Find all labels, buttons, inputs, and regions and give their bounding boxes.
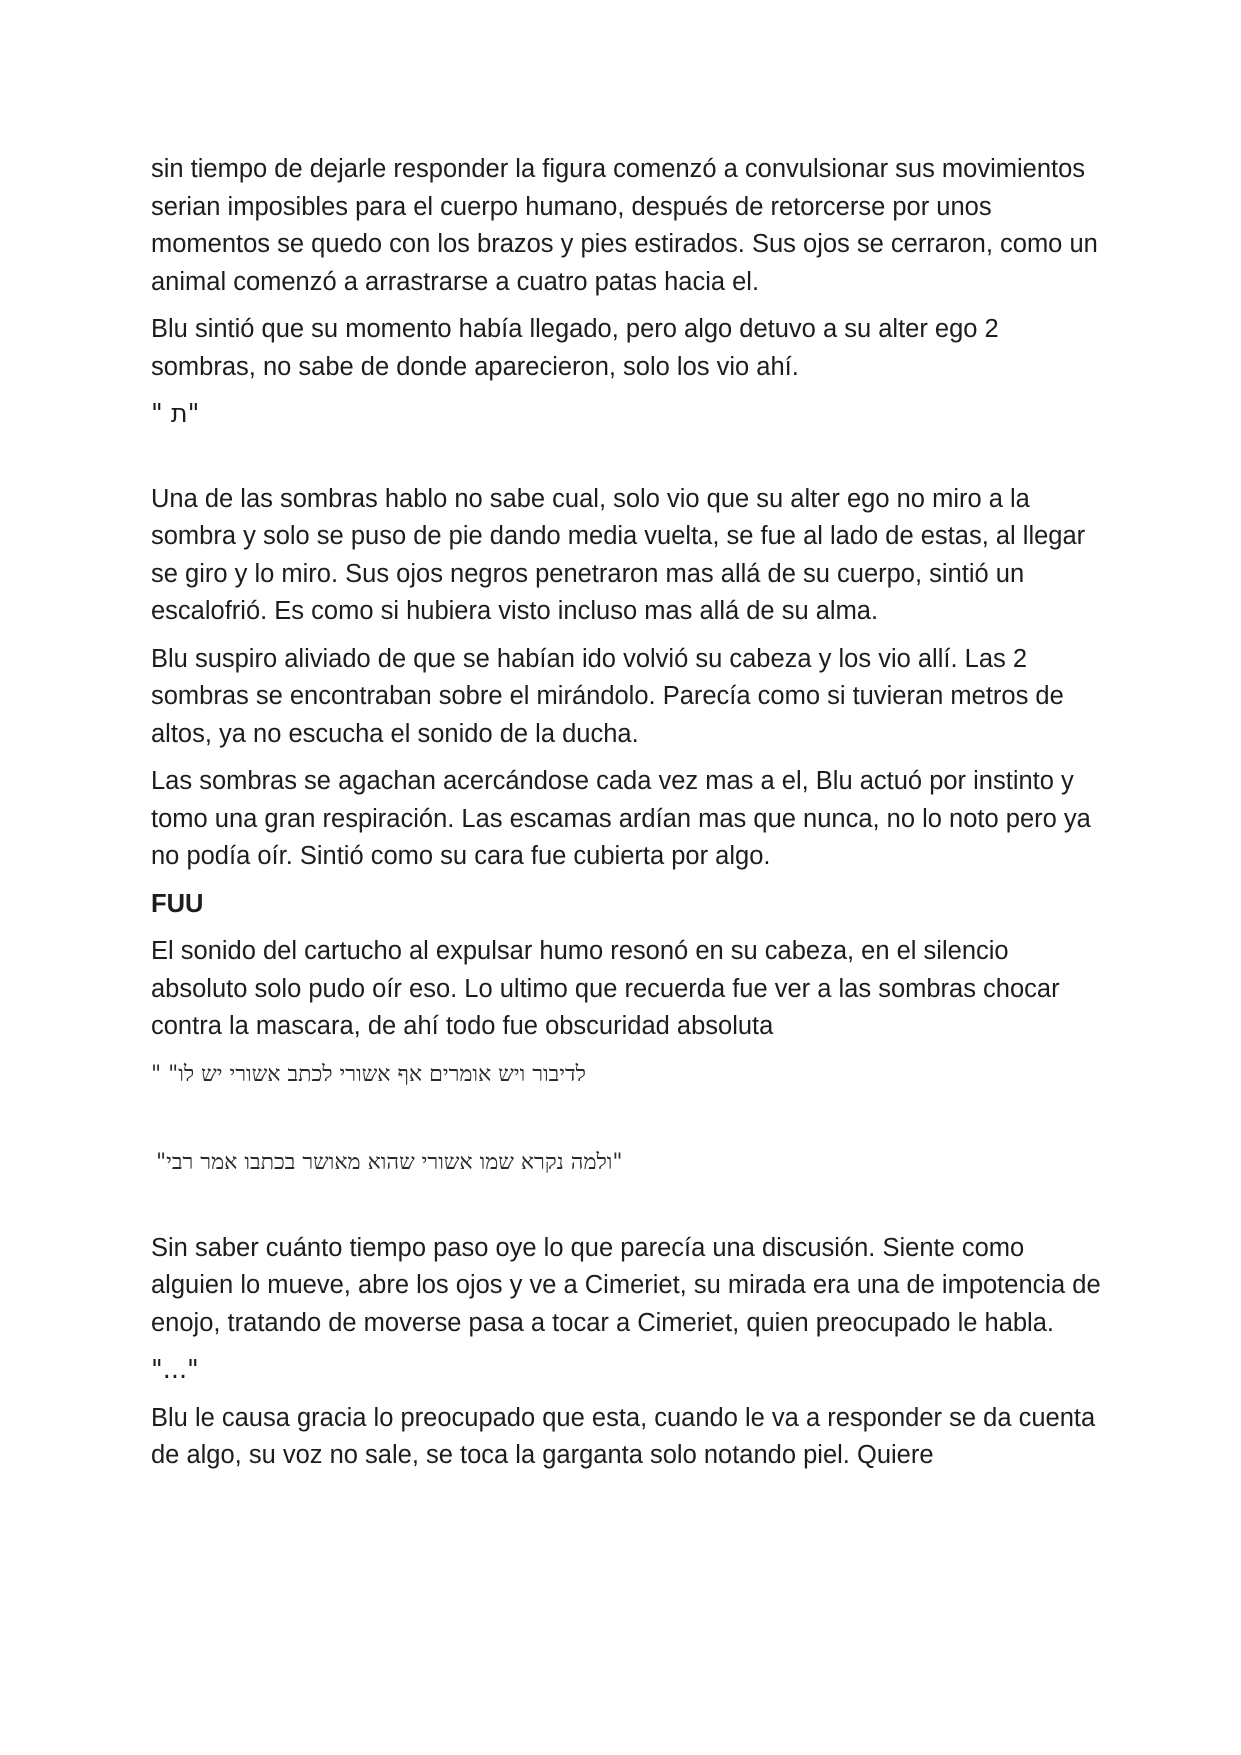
ellipsis-quote: "..." — [151, 1355, 199, 1385]
sound-effect-text: FUU — [151, 889, 204, 918]
hebrew-quote: "ולמה נקרא שמו אשורי שהוא מאושר בכתבו אמר רבי" — [156, 1150, 623, 1175]
paragraph: Las sombras se agachan acercándose cada vez mas a el, Blu actuó por instinto y tomo una gran respiración. Las escamas ardían mas que nunca, no lo noto pero ya no podía oír. Sintió como su cara fue cubierta por algo. — [151, 767, 1091, 870]
paragraph: Blu sintió que su momento había llegado, pero algo detuvo a su alter ego 2 sombras, no sabe de donde aparecieron, solo los vio ahí. — [151, 315, 999, 381]
paragraph: Sin saber cuánto tiempo paso oye lo que parecía una discusión. Siente como alguien lo mueve, abre los ojos y ve a Cimeriet, su mirada era una de impotencia de enojo, tratando de moverse pasa a tocar a Cimeriet, quien preocupado le habla. — [151, 1233, 1101, 1337]
hebrew-quote: " "לדיבור ויש אומרים אף אשורי לכתב אשורי יש לו — [151, 1061, 586, 1087]
paragraph: Blu suspiro aliviado de que se habían ido volvió su cabeza y los vio allí. Las 2 sombras se encontraban sobre el mirándolo. Parecía como si tuvieran metros de altos, ya no escucha el sonido de la ducha. — [151, 644, 1064, 748]
hebrew-quote: " ת" — [151, 399, 200, 429]
paragraph: Una de las sombras hablo no sabe cual, solo vio que su alter ego no miro a la sombra y solo se puso de pie dando media vuelta, se fue al lado de estas, al llegar se giro y lo miro. Sus ojos negros penetraron mas allá de su cuerpo, sintió un escalofrió. Es como si hubiera visto incluso mas allá de su alma. — [151, 484, 1086, 625]
paragraph: Blu le causa gracia lo preocupado que esta, cuando le va a responder se da cuenta de algo, su voz no sale, se toca la garganta solo notando piel. Quiere — [151, 1403, 1096, 1469]
paragraph: sin tiempo de dejarle responder la figura comenzó a convulsionar sus movimientos serian imposibles para el cuerpo humano, después de retorcerse por unos momentos se quedo con los brazos y pies estirados. Sus ojos se cerraron, como un animal comenzó a arrastrarse a cuatro patas hacia el. — [151, 155, 1098, 296]
document-body — [151, 151, 1101, 1475]
paragraph: El sonido del cartucho al expulsar humo resonó en su cabeza, en el silencio absoluto solo pudo oír eso. Lo ultimo que recuerda fue ver a las sombras chocar contra la mascara, de ahí todo fue obscuridad absoluta — [151, 937, 1060, 1040]
